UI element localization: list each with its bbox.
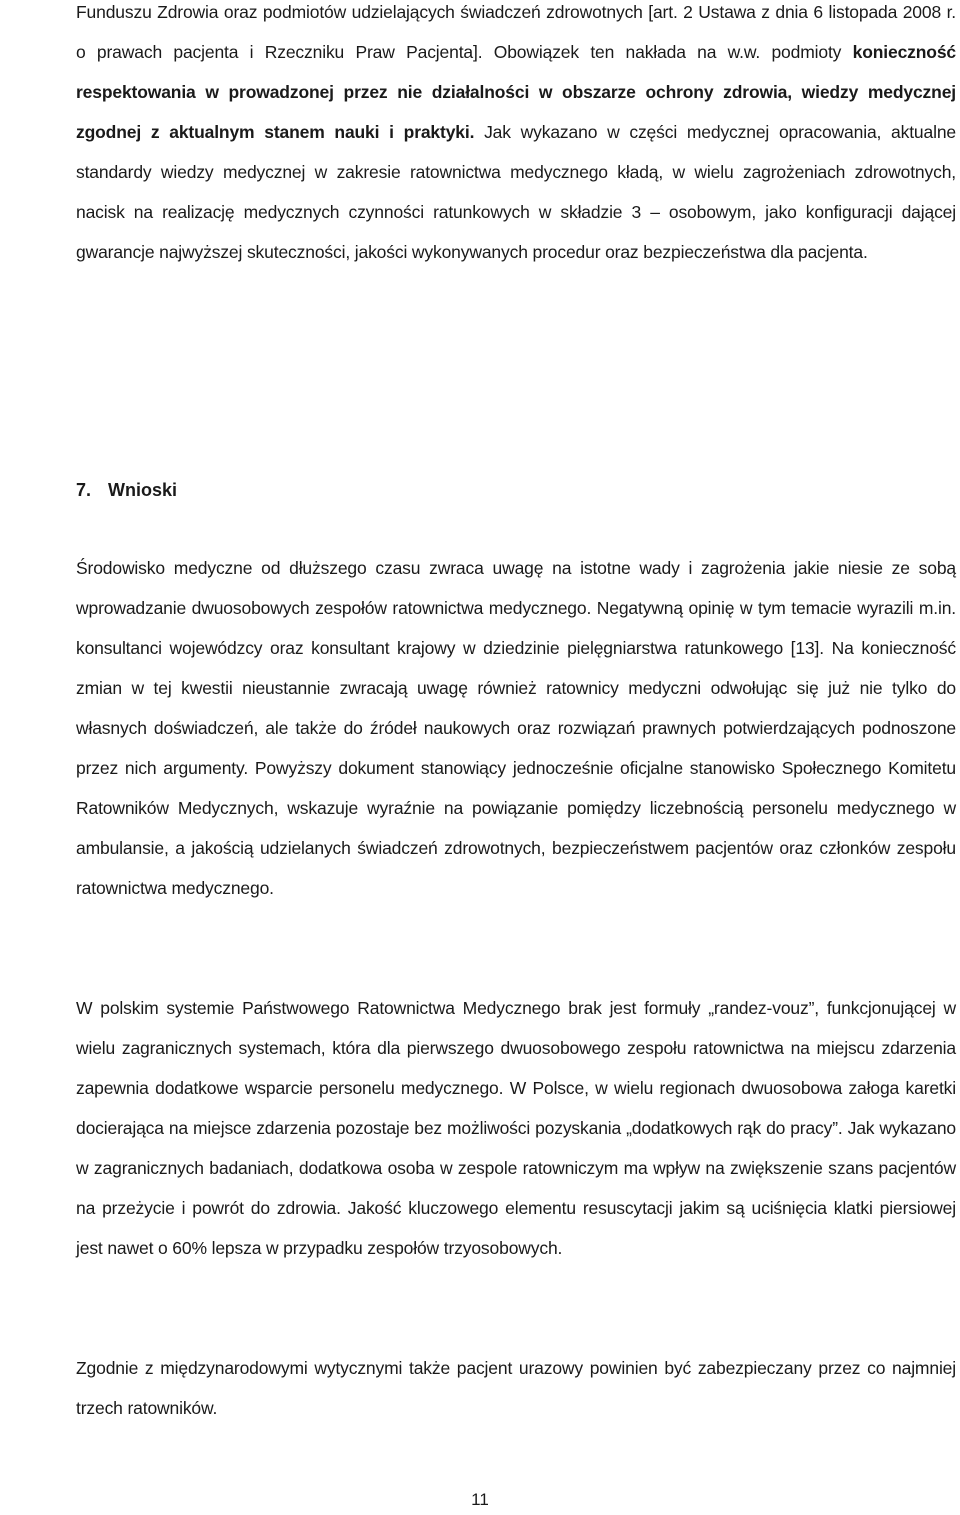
paragraph-intro bbox=[76, 0, 956, 272]
section-heading bbox=[76, 470, 177, 510]
section-number: 7. bbox=[76, 480, 92, 500]
paragraph-intro-bold-text: konieczność respektowania w prowadzonej przez nie działalności w obszarze ochrony zdrowia, wiedzy medycznej zgodnej z aktualnym stanem nauki i praktyki. bbox=[76, 42, 956, 142]
paragraph-intro-text-a: Funduszu Zdrowia oraz podmiotów udzielających świadczeń zdrowotnych [art. 2 Ustawa z dnia 6 listopada 2008 r. o prawach pacjenta i Rzeczniku Praw Pacjenta]. Obowiązek ten nakłada na w.w. podmioty bbox=[76, 2, 956, 62]
section-title: Wnioski bbox=[108, 480, 178, 500]
paragraph-intro-text-c: Jak wykazano w części medycznej opracowania, aktualne standardy wiedzy medycznej w zakresie ratownictwa medycznego kładą, w wielu zagrożeniach zdrowotnych, nacisk na realizację medycznych czynności ratunkowych w składzie 3 – osobowym, jako konfiguracji dającej gwarancje najwyższej skuteczności, jakości wykonywanych procedur oraz bezpieczeństwa dla pacjenta. bbox=[76, 122, 956, 262]
paragraph-rendezvous: W polskim systemie Państwowego Ratownictwa Medycznego brak jest formuły „randez-vouz”, funkcjonującej w wielu zagranicznych systemach, która dla pierwszego dwuosobowego zespołu ratownictwa na miejscu zdarzenia zapewnia dodatkowe wsparcie personelu medycznego. W Polsce, w wielu regionach dwuosobowa załoga karetki docierająca na miejsce zdarzenia pozostaje bez możliwości pozyskania „dodatkowych rąk do pracy”. Jak wykazano w zagranicznych badaniach, dodatkowa osoba w zespole ratowniczym ma wpływ na zwiększenie szans pacjentów na przeżycie i powrót do zdrowia. Jakość kluczowego elementu resuscytacji jakim są uciśnięcia klatki piersiowej jest nawet o 60% lepsza w przypadku zespołów trzyosobowych. bbox=[76, 998, 956, 1258]
paragraph-trauma: Zgodnie z międzynarodowymi wytycznymi także pacjent urazowy powinien być zabezpieczany przez co najmniej trzech ratowników. bbox=[76, 1358, 956, 1418]
paragraph-conclusions: Środowisko medyczne od dłuższego czasu zwraca uwagę na istotne wady i zagrożenia jakie niesie ze sobą wprowadzanie dwuosobowych zespołów ratownictwa medycznego. Negatywną opinię w tym temacie wyrazili m.in. konsultanci wojewódzcy oraz konsultant krajowy w dziedzinie pielęgniarstwa ratunkowego [13]. Na konieczność zmian w tej kwestii nieustannie zwracają uwagę również ratownicy medyczni odwołując się już nie tylko do własnych doświadczeń, ale także do źródeł naukowych oraz rozwiązań prawnych potwierdzających podnoszone przez nich argumenty. Powyższy dokument stanowiący jednocześnie oficjalne stanowisko Społecznego Komitetu Ratowników Medycznych, wskazuje wyraźnie na powiązanie pomiędzy liczebnością personelu medycznego w ambulansie, a jakością udzielanych świadczeń zdrowotnych, bezpieczeństwem pacjentów oraz członków zespołu ratownictwa medycznego. bbox=[76, 558, 956, 898]
page-number: 11 bbox=[471, 1490, 489, 1509]
